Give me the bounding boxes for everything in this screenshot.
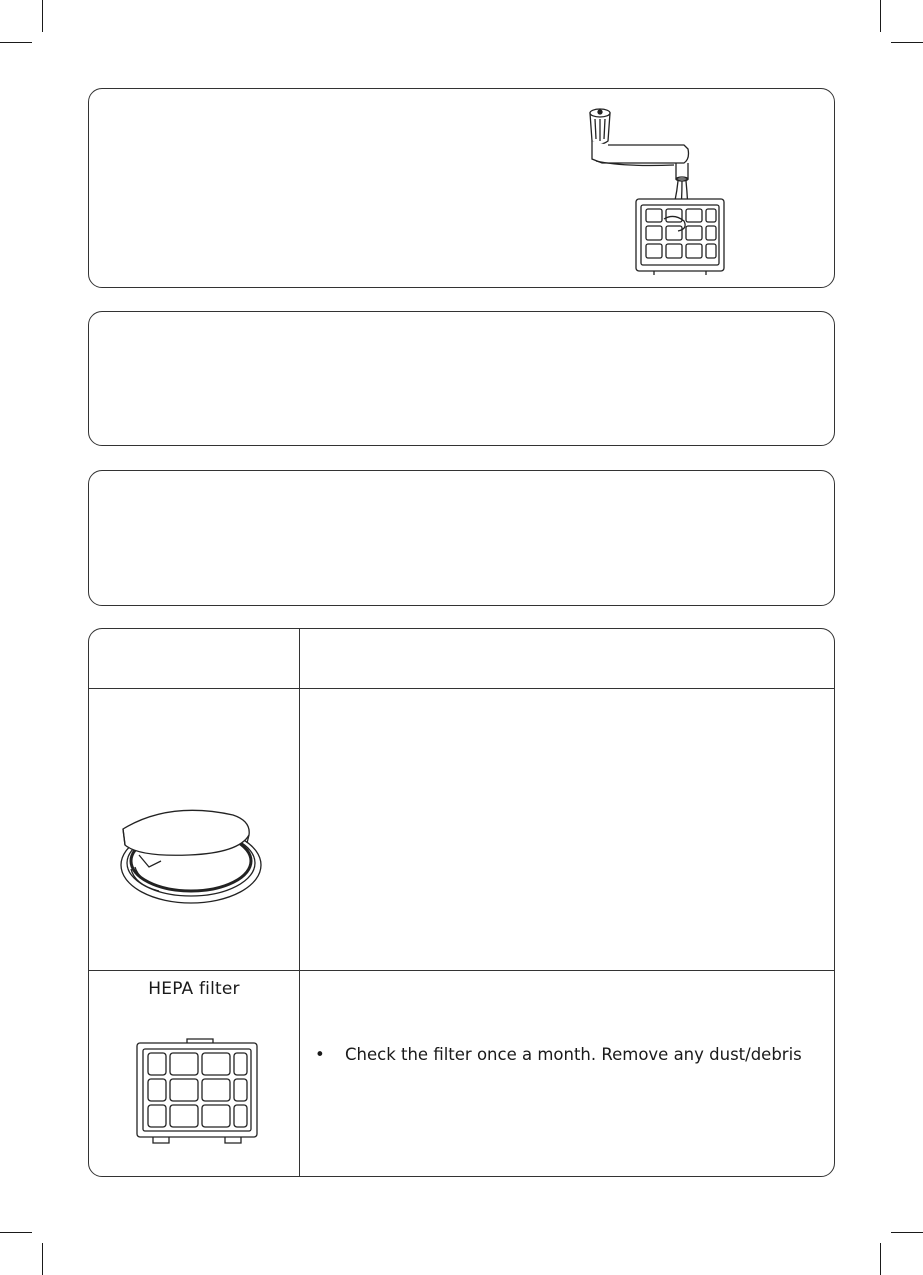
bullet: •	[315, 1045, 325, 1064]
column-divider	[299, 629, 300, 1176]
crop-mark	[880, 1243, 881, 1275]
round-filter-icon	[109, 807, 269, 907]
instruction-item	[315, 1045, 814, 1064]
faucet-rinsing-filter-icon	[584, 101, 734, 276]
instruction-text: Check the filter once a month. Remove any dust/debris	[345, 1045, 802, 1064]
part-name: HEPA filter	[148, 979, 240, 999]
crop-mark	[42, 0, 43, 32]
instruction-box	[88, 470, 835, 606]
crop-mark	[891, 42, 923, 43]
instruction-box	[88, 311, 835, 446]
crop-mark	[42, 1243, 43, 1275]
crop-mark	[880, 0, 881, 32]
row-divider	[89, 970, 834, 971]
row-divider	[89, 688, 834, 689]
crop-mark	[0, 1232, 32, 1233]
maintenance-table	[88, 628, 835, 1177]
crop-mark	[891, 1232, 923, 1233]
rinse-instruction-box	[88, 88, 835, 288]
crop-mark	[0, 42, 32, 43]
hepa-filter-icon	[135, 1037, 261, 1147]
